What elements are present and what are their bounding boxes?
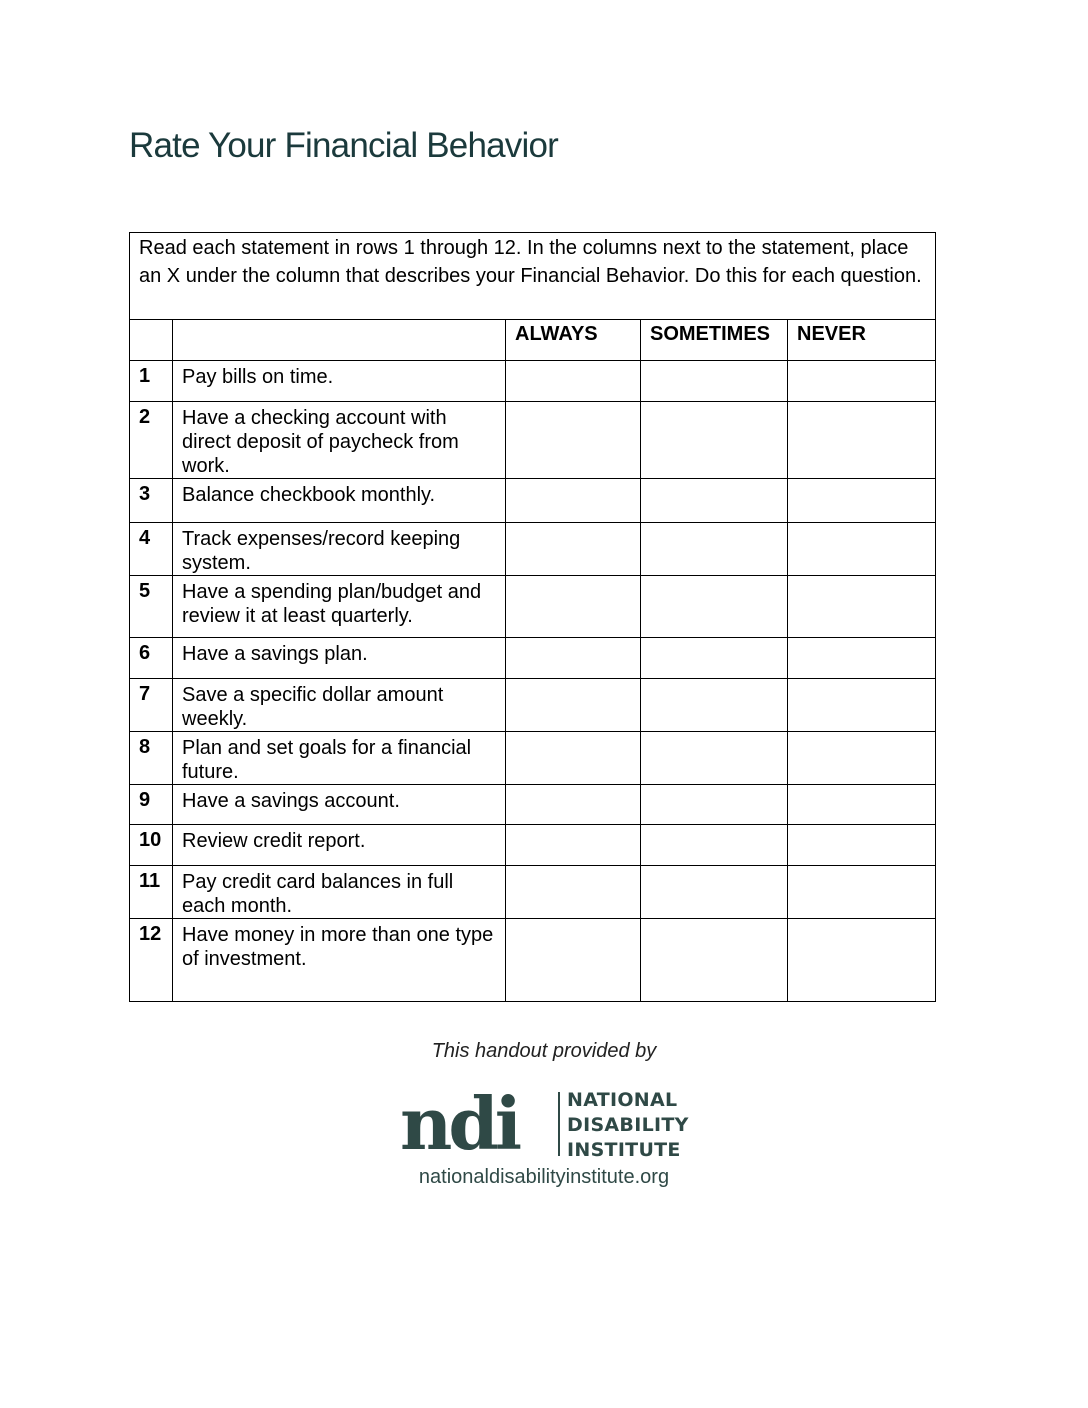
row-statement: Pay bills on time. xyxy=(173,361,506,402)
row-statement: Pay credit card balances in full each month. xyxy=(173,866,506,919)
table-row xyxy=(130,825,936,866)
table-row xyxy=(130,638,936,679)
answer-cell-always[interactable] xyxy=(506,919,641,1002)
answer-cell-always[interactable] xyxy=(506,825,641,866)
logo-mark: ndi xyxy=(400,1081,519,1166)
table-row xyxy=(130,361,936,402)
row-number: 12 xyxy=(130,919,173,1002)
answer-cell-never[interactable] xyxy=(788,576,936,638)
logo-word-institute: INSTITUTE xyxy=(567,1139,681,1161)
answer-cell-never[interactable] xyxy=(788,361,936,402)
answer-cell-sometimes[interactable] xyxy=(641,919,788,1002)
answer-cell-sometimes[interactable] xyxy=(641,638,788,679)
row-statement: Track expenses/record keeping system. xyxy=(173,523,506,576)
row-number: 2 xyxy=(130,402,173,479)
header-blank-statement xyxy=(173,320,506,361)
answer-cell-always[interactable] xyxy=(506,732,641,785)
answer-cell-sometimes[interactable] xyxy=(641,732,788,785)
table-row xyxy=(130,402,936,479)
column-header-never: NEVER xyxy=(788,320,936,361)
table-row xyxy=(130,919,936,1002)
answer-cell-always[interactable] xyxy=(506,402,641,479)
ndi-logo xyxy=(400,1081,690,1166)
row-number: 9 xyxy=(130,785,173,825)
handout-credit: This handout provided by xyxy=(431,1040,657,1062)
row-number: 11 xyxy=(130,866,173,919)
logo-word-disability: DISABILITY xyxy=(567,1114,689,1136)
row-statement: Save a specific dollar amount weekly. xyxy=(173,679,506,732)
table-row xyxy=(130,866,936,919)
page-title: Rate Your Financial Behavior xyxy=(129,126,558,165)
website-url: nationaldisabilityinstitute.org xyxy=(418,1166,670,1188)
answer-cell-sometimes[interactable] xyxy=(641,402,788,479)
table-row xyxy=(130,679,936,732)
answer-cell-never[interactable] xyxy=(788,679,936,732)
behavior-rating-table xyxy=(129,232,936,1002)
table-row xyxy=(130,576,936,638)
row-number: 1 xyxy=(130,361,173,402)
row-statement: Balance checkbook monthly. xyxy=(173,479,506,523)
answer-cell-always[interactable] xyxy=(506,523,641,576)
answer-cell-sometimes[interactable] xyxy=(641,866,788,919)
column-header-row xyxy=(130,320,936,361)
answer-cell-always[interactable] xyxy=(506,576,641,638)
table-row xyxy=(130,732,936,785)
answer-cell-never[interactable] xyxy=(788,638,936,679)
logo-divider xyxy=(558,1092,560,1156)
column-header-always: ALWAYS xyxy=(506,320,641,361)
answer-cell-sometimes[interactable] xyxy=(641,523,788,576)
row-statement: Have a savings plan. xyxy=(173,638,506,679)
row-statement: Have a savings account. xyxy=(173,785,506,825)
answer-cell-always[interactable] xyxy=(506,479,641,523)
answer-cell-always[interactable] xyxy=(506,785,641,825)
answer-cell-never[interactable] xyxy=(788,866,936,919)
answer-cell-always[interactable] xyxy=(506,638,641,679)
row-number: 4 xyxy=(130,523,173,576)
answer-cell-sometimes[interactable] xyxy=(641,479,788,523)
row-statement: Review credit report. xyxy=(173,825,506,866)
answer-cell-sometimes[interactable] xyxy=(641,361,788,402)
column-header-sometimes: SOMETIMES xyxy=(641,320,788,361)
answer-cell-sometimes[interactable] xyxy=(641,785,788,825)
row-statement: Have a spending plan/budget and review it at least quarterly. xyxy=(173,576,506,638)
answer-cell-sometimes[interactable] xyxy=(641,576,788,638)
answer-cell-never[interactable] xyxy=(788,402,936,479)
answer-cell-never[interactable] xyxy=(788,785,936,825)
answer-cell-always[interactable] xyxy=(506,679,641,732)
answer-cell-always[interactable] xyxy=(506,866,641,919)
answer-cell-never[interactable] xyxy=(788,479,936,523)
row-number: 6 xyxy=(130,638,173,679)
table-row xyxy=(130,523,936,576)
answer-cell-never[interactable] xyxy=(788,732,936,785)
row-number: 8 xyxy=(130,732,173,785)
answer-cell-sometimes[interactable] xyxy=(641,825,788,866)
instructions-text: Read each statement in rows 1 through 12. In the columns next to the statement, place an X under the column that describes your Financial Behavior. Do this for each question. xyxy=(130,233,936,320)
row-statement: Plan and set goals for a financial future. xyxy=(173,732,506,785)
logo-word-national: NATIONAL xyxy=(567,1089,678,1111)
row-statement: Have money in more than one type of investment. xyxy=(173,919,506,1002)
answer-cell-sometimes[interactable] xyxy=(641,679,788,732)
row-number: 10 xyxy=(130,825,173,866)
row-number: 5 xyxy=(130,576,173,638)
row-statement: Have a checking account with direct deposit of paycheck from work. xyxy=(173,402,506,479)
table-row xyxy=(130,785,936,825)
row-number: 3 xyxy=(130,479,173,523)
answer-cell-never[interactable] xyxy=(788,523,936,576)
instructions-row xyxy=(130,233,936,320)
header-blank-num xyxy=(130,320,173,361)
answer-cell-never[interactable] xyxy=(788,825,936,866)
answer-cell-always[interactable] xyxy=(506,361,641,402)
logo-words xyxy=(567,1088,689,1163)
row-number: 7 xyxy=(130,679,173,732)
answer-cell-never[interactable] xyxy=(788,919,936,1002)
table-row xyxy=(130,479,936,523)
